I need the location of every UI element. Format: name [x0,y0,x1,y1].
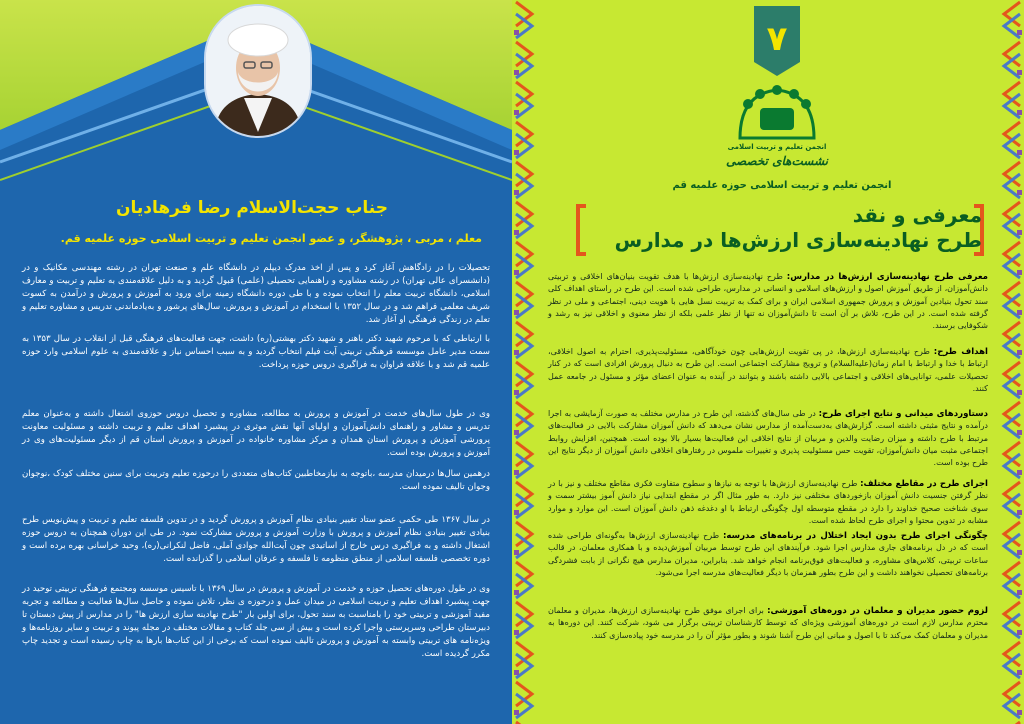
left-pattern-border [512,0,538,724]
article-section [548,530,988,579]
section-body: در طی سال‌های گذشته، این طرح در مدارس مختلف به صورت آزمایشی به اجرا درآمده و نتایج مثبتی داشته است. گزارش‌های به‌دست‌آمده از مدارس نشان می‌دهد که دانش آموزان مشارکت بالایی در فعالیت‌های مرتبط با طرح داشته و میزان رضایت والدین و مربیان از نتایج اخلاقی این فعالیت‌ها بسیار بالا بوده است. همچنین، افزایش روابط اجتماعی مثبت میان دانش‌آموزان، تقویت حس مسئولیت پذیری و تغییرات ملموس در رفتارهای اخلاقی دانش آموزان از دیگر نتایج این طرح بوده است. [548,409,988,468]
bio-paragraph: وی در طول دوره‌های تحصیل حوزه و خدمت در آموزش و پرورش در سال ۱۳۶۹ با تاسیس موسسه ومجتمع فرهنگی تربیتی توحید در جهت پیشبرد اهداف تعلیم و تربیت اسلامی در میدان عمل و درحوزه ی نظر، تلاش نموده و حاصل سال‌ها فعالیت و مطالعه و تجربه مفید آموزشی و تربیتی خود را بامناسبت به سند تحول، برای اولین بار "طرح نهادینه سازی ارزش ها" را در مدارس از پیش دبستان تا دبیرستان طراحی وسرپرستی واجرا کرده است و بیش از سی جلد کتاب و مقالات مختلف در مجله پیوند و تربیت و سایر روزنامه‌ها و ویژه‌نامه های تربیتی وابسته به آموزش و پرورش تالیف نموده است که برخی از این کتاب‌ها بارها به چاپ رسیده است و تجدید چاپ مکرر گردیده است. [22,584,490,659]
association-logo-icon [734,84,820,142]
bio-paragraph: وی در طول سال‌های خدمت در آموزش و پرورش به مطالعه، مشاوره و تحصیل دروس حوزوی اشتغال داشته و به‌عنوان معلم تدریس و مشاور و راهنمای دانش‌آموزان و اولیای آنها نقش موثری در پیشبرد اهداف تعلیم و تربیت داشته و مسئولیت معاونت پرورشی آموزش و پرورش استان همدان و مرکز مشاوره خانواده در آموزش و پرورش استان قم از دیگر مسئولیت‌های وی در آموزش و پرورش بوده است. [22,409,490,458]
right-pattern-border [998,0,1024,724]
section-heading: اهداف طرح: [933,347,989,357]
article-section [548,605,988,642]
article-section [548,478,988,527]
section-heading: چگونگی اجرای طرح بدون ایجاد اختلال در برنامه‌های مدرسه: [722,531,988,541]
person-name: جناب حجت‌الاسلام رضا فرهادیان [116,198,388,218]
article-title-line2: طرح نهادینه‌سازی ارزش‌ها در مدارس [614,228,982,252]
article-section [548,271,988,332]
section-body: طرح نهادینه‌سازی ارزش‌ها با توجه به نیازها و سطوح متفاوت فکری مقاطع مختلف و نیز با در نظر گرفتن جنسیت دانش آموزان بازخوردهای مختلفی نیز دارد. به طور مثال اگر در مقطع ابتدایی نیاز دانش آموز بیشتر سمت و سوی شناخت صحیح خداوند را دارد در مقطع متوسطه اول چگونگی ارتباط با او دغدغه ذهن دانش آموزان است. این موارد و موارد مشابه در تدوین محتوا و اجرای طرح لحاظ شده است. [548,479,988,525]
article-section [548,346,988,395]
bio-paragraph: با ارتباطی که با مرحوم شهید دکتر باهنر و شهید دکتر بهشتی(ره) داشت، جهت فعالیت‌های فرهنگی قبل از انقلاب در سال ۱۳۵۳ به سمت مدیر عامل موسسه فرهنگی تربیتی آیت فیلم انتخاب گردید و به سبب احساس نیاز و علاقه‌مندی به علوم اسلامی وارد حوزه علمیه قم شد و با علاقه فراوان به فراگیری دروس حوزه پرداخت. [22,334,490,370]
logo-caption: انجمن تعلیم و تربیت اسلامی [727,143,827,151]
section-heading: لزوم حضور مدیران و معلمان در دوره‌های آموزشی: [767,606,988,616]
logo-title: نشست‌های تخصصی [726,154,828,168]
bio-paragraph: تحصیلات را در زادگاهش آغاز کرد و پس از اخذ مدرک دیپلم در دانشگاه علم و صنعت تهران در رشته مهندسی مکانیک و در (دانشسرای عالی تهران) در رشته مشاوره و راهنمایی تحصیلی (علمی) قبول گردید و به دلیل علاقه‌مندی به تعلیم و تربیت و معارف اسلامی، دانشگاه تربیت معلم را انتخاب نموده و با طی دوره دانشگاه زمینه برای ورود به آموزش و پرورش و درآمدن به کسوت شریف معلمی فراهم شد و در سال ۱۳۵۲ با استخدام در آموزش و پرورش، سال‌های پرشور و به‌یادماندنی تدریس و مشاوره تعلیم و تعلم در زندگی فرهنگی او آغاز شد. [22,263,490,325]
bio-paragraph: درهمین سال‌ها درمیدان مدرسه ،باتوجه به نیازمخاطبین کتاب‌های متعددی را درحوزه تعلیم وتربیت برای سنین مختلف کودک ،نوجوان وجوان تالیف نموده است. [22,469,490,492]
section-heading: دستاوردهای میدانی و نتایج اجرای طرح: [818,409,989,419]
issue-number: ۷ [766,19,788,59]
article-title-line1: معرفی و نقد [852,203,982,227]
issue-number-badge [750,6,804,76]
section-heading: اجرای طرح در مقاطع مختلف: [860,479,988,489]
portrait-photo [206,6,310,136]
association-name: انجمن تعلیم و تربیت اسلامی حوزه علمیه قم [672,180,892,191]
person-roles: معلم ، مربی ، پژوهشگر، و عضو انجمن تعلیم و تربیت اسلامی حوزه علمیه قم. [60,232,482,245]
section-body: طرح نهادینه‌سازی ارزش‌ها، در پی تقویت ارزش‌هایی چون خودآگاهی، مسئولیت‌پذیری، احترام به اصول اخلاقی، ارتباط با خدا و ارتباط با امام زمان(علیه‌السلام) و ترویج مشارکت اجتماعی است. این طرح به دنبال پرورش افرادی است که در کنار تحصیلات علمی، توانایی‌های اخلاقی و اجتماعی بالایی داشته باشند و بتوانند در آینده به عنوان اعضای مؤثر و مسئول در جامعه عمل کنند. [548,347,988,393]
section-heading: معرفی طرح نهادینه‌سازی ارزش‌ها در مدارس: [786,272,988,282]
article-section [548,408,988,469]
section-body: برای اجرای موفق طرح نهادینه‌سازی ارزش‌ها، مدیران و معلمان محترم مدارس لازم است در دوره‌های آموزشی ویژه‌ای که توسط کارشناسان تربیتی برگزار می شود، شرکت کنند. این دوره‌ها به مدیران و معلمان کمک می‌کند تا با اصول و مبانی این طرح آشنا شوند و بطور مؤثر آن را در مدرسه خود پیاده‌سازی کنند. [548,606,988,640]
right-page [512,0,1024,724]
section-body: طرح نهادینه‌سازی ارزش‌ها با هدف تقویت بنیان‌های اخلاقی و تربیتی دانش‌آموزان، از طریق آموزش اصول و ارزش‌های اسلامی و انسانی در مدارس، طراحی شده است. این طرح در راستای اهداف کلی سند تحول بنیادین آموزش و پرورش جمهوری اسلامی ایران و برای کمک به تربیت نسل هایی با هویت دینی، اجتماعی و ملی در نظر گرفته شده است. در این طرح، تلاش بر آن است تا دانش‌آموزان نه تنها از نظر علمی بلکه از نظر معنوی و اخلاقی نیز به رشد و شکوفایی برسند. [548,272,988,331]
bio-paragraph: در سال ۱۳۶۷ طی حکمی عضو ستاد تغییر بنیادی نظام آموزش و پرورش گردید و در تدوین فلسفه تعلیم و تربیت و پیش‌نویس طرح بنیادی تغییر بنیادی نظام آموزش و پرورش با وزارت آموزش و پرورش مشارکت نمود. در طی این دوران همچنان به دروس حوزه اشتغال داشته و به فراگیری درس خارج از اساتیدی چون آیت‌الله جوادی آملی، فاضل لنکرانی(ره)، وحید خراسانی بهره برده است و دوره تخصصی فلسفه اسلامی از منطق منظومه تا فلسفه و عرفان اسلامی را گذرانده است. [22,515,490,564]
section-body: طرح نهادینه‌سازی ارزش‌ها به‌گونه‌ای طراحی شده است که در دل برنامه‌های جاری مدارس اجرا شود. فرآیندهای این طرح توسط مربیان آموزش‌دیده و با همکاری معلمان، در قالب ساعات تربیتی، کلاس‌های مشاوره، و فعالیت‌های فوق‌برنامه انجام خواهد شد. بنابراین، مدیران مدارس هیچ نگرانی از بابت فشردگی برنامه‌های تحصیلی نخواهند داشت و این طرح بطور همزمان با دیگر فعالیت‌های مدرسه اجرا می‌شود. [548,531,988,577]
